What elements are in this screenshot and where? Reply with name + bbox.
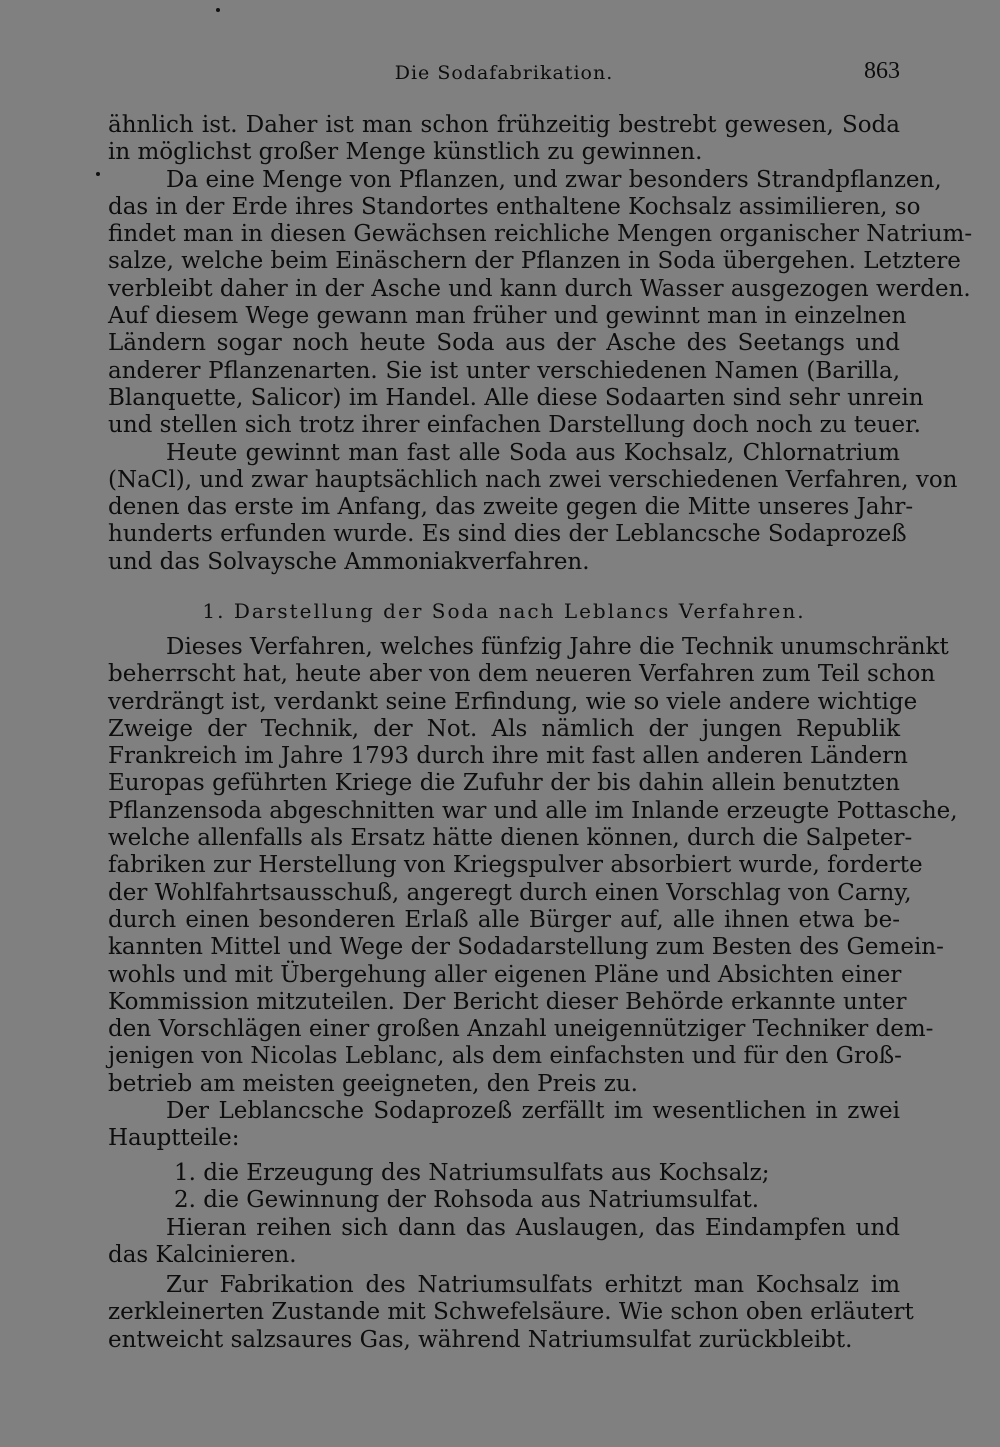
print-speck	[96, 172, 100, 176]
list-item: 2. die Gewinnung der Rohsoda aus Natriumsulfat.	[174, 1187, 760, 1214]
text-line: kannten Mittel und Wege der Sodadarstellung zum Besten des Gemein-	[108, 934, 944, 961]
text-line: beherrscht hat, heute aber von dem neueren Verfahren zum Teil schon	[108, 661, 936, 688]
text-line: fabriken zur Herstellung von Kriegspulver absorbiert wurde, forderte	[108, 852, 923, 879]
page-number: 863	[864, 58, 900, 84]
paragraph-first-line: Dieses Verfahren, welches fünfzig Jahre die Technik unumschränkt	[166, 634, 949, 660]
paragraph-first-line: Heute gewinnt man fast alle Soda aus Kochsalz, Chlornatrium	[166, 439, 900, 466]
section-heading: 1. Darstellung der Soda nach Leblancs Verfahren.	[202, 599, 806, 623]
text-line: Ländern sogar noch heute Soda aus der Asche des Seetangs und	[108, 330, 900, 357]
text-block-leblanc	[108, 634, 958, 1153]
text-line: welche allenfalls als Ersatz hätte dienen können, durch die Salpeter-	[108, 825, 913, 852]
text-line: (NaCl), und zwar hauptsächlich nach zwei verschiedenen Verfahren, von	[108, 466, 958, 493]
text-line: entweicht salzsaures Gas, während Natriumsulfat zurückbleibt.	[108, 1326, 853, 1353]
text-line: in möglichst großer Menge künstlich zu gewinnen.	[108, 139, 703, 166]
text-line: jenigen von Nicolas Leblanc, als dem einfachsten und für den Groß-	[108, 1043, 902, 1070]
text-line: Frankreich im Jahre 1793 durch ihre mit fast allen anderen Ländern	[108, 743, 908, 770]
text-line: verbleibt daher in der Asche und kann durch Wasser ausgezogen werden.	[108, 275, 971, 302]
text-line: das in der Erde ihres Standortes enthaltene Kochsalz assimilieren, so	[108, 193, 921, 220]
text-line: der Wohlfahrtsausschuß, angeregt durch einen Vorschlag von Carny,	[108, 879, 912, 906]
text-line: findet man in diesen Gewächsen reichliche Mengen organischer Natrium-	[108, 221, 973, 248]
text-line: den Vorschlägen einer großen Anzahl uneigennütziger Techniker dem-	[108, 1016, 934, 1043]
text-line: anderer Pflanzenarten. Sie ist unter verschiedenen Namen (Barilla,	[108, 357, 900, 384]
text-line: hunderts erfunden wurde. Es sind dies der Leblancsche Sodaprozeß	[108, 521, 907, 548]
text-line: salze, welche beim Einäschern der Pflanzen in Soda übergehen. Letztere	[108, 248, 961, 275]
text-line: verdrängt ist, verdankt seine Erfindung, wie so viele andere wichtige	[108, 688, 918, 715]
text-line: denen das erste im Anfang, das zweite gegen die Mitte unseres Jahr-	[108, 494, 914, 521]
text-line: Europas geführten Kriege die Zufuhr der bis dahin allein benutzten	[108, 770, 900, 797]
text-line: zerkleinerten Zustande mit Schwefelsäure. Wie schon oben erläutert	[108, 1299, 914, 1326]
list-item: 1. die Erzeugung des Natriumsulfats aus Kochsalz;	[174, 1160, 770, 1186]
text-line: Pflanzensoda abgeschnitten war und alle im Inlande erzeugte Pottasche,	[108, 797, 958, 824]
paragraph-first-line: Hieran reihen sich dann das Auslaugen, das Eindampfen und	[166, 1215, 900, 1241]
text-line: und das Solvaysche Ammoniakverfahren.	[108, 548, 590, 575]
text-line: Auf diesem Wege gewann man früher und gewinnt man in einzelnen	[108, 303, 907, 330]
running-title: Die Sodafabrikation.	[394, 62, 614, 84]
text-block-sulfate	[108, 1272, 914, 1354]
numbered-list	[108, 1160, 900, 1215]
text-line: Zweige der Technik, der Not. Als nämlich der jungen Republik	[108, 715, 900, 742]
text-line: wohls und mit Übergehung aller eigenen Pläne und Absichten einer	[108, 961, 902, 988]
text-line: das Kalcinieren.	[108, 1242, 297, 1269]
print-speck	[216, 8, 220, 12]
text-line: Hauptteile:	[108, 1125, 240, 1152]
text-line: ähnlich ist. Daher ist man schon frühzeitig bestrebt gewesen, Soda	[108, 112, 900, 138]
text-block-process	[108, 1215, 900, 1270]
text-line: Kommission mitzuteilen. Der Bericht dieser Behörde erkannte unter	[108, 988, 907, 1015]
text-line: Blanquette, Salicor) im Handel. Alle diese Sodaarten sind sehr unrein	[108, 384, 924, 411]
text-line: durch einen besonderen Erlaß alle Bürger auf, alle ihnen etwa be-	[108, 906, 900, 933]
paragraph-first-line: Da eine Menge von Pflanzen, und zwar besonders Strandpflanzen,	[166, 166, 942, 193]
text-block-intro	[108, 112, 973, 576]
paragraph-first-line: Der Leblancsche Sodaprozeß zerfällt im wesentlichen in zwei	[166, 1098, 900, 1125]
text-line: und stellen sich trotz ihrer einfachen Darstellung doch noch zu teuer.	[108, 412, 921, 439]
page-header	[108, 56, 900, 92]
paragraph-first-line: Zur Fabrikation des Natriumsulfats erhitzt man Kochsalz im	[166, 1272, 900, 1298]
text-line: betrieb am meisten geeigneten, den Preis zu.	[108, 1070, 638, 1097]
